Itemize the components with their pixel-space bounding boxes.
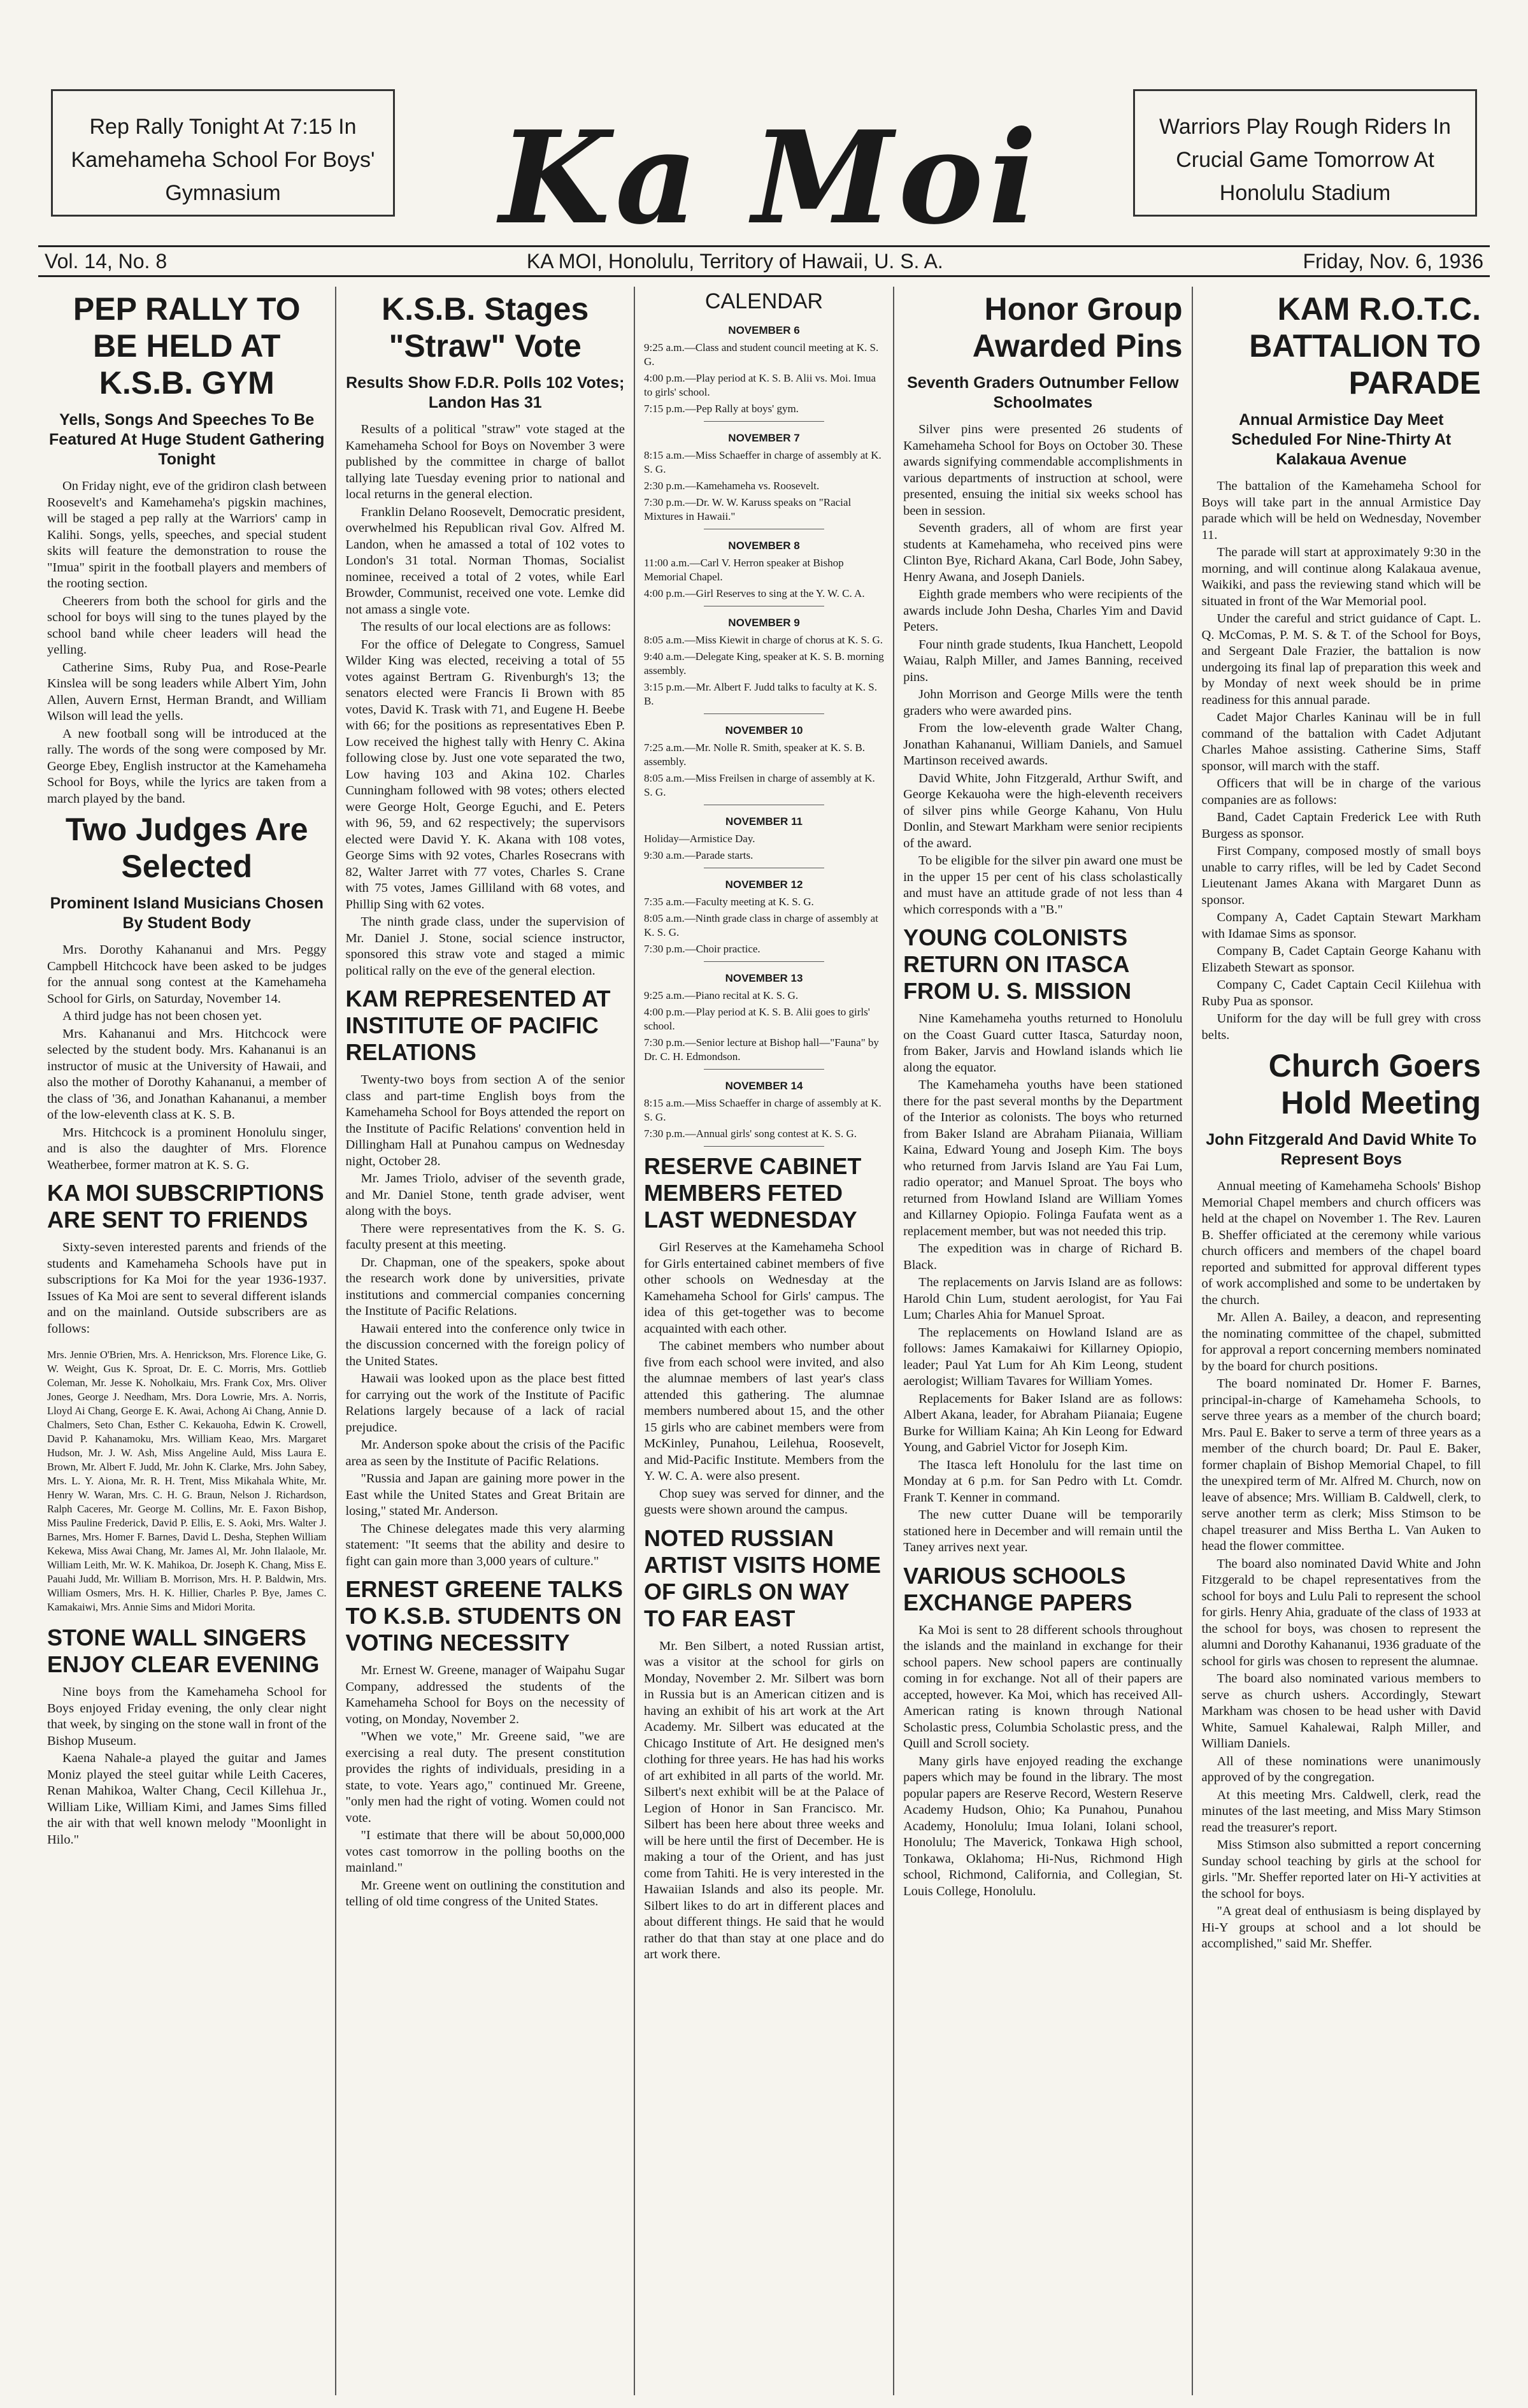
calendar-event: 9:25 a.m.—Piano recital at K. S. G. xyxy=(643,989,799,1001)
paragraph: Cheerers from both the school for girls and the school for boys will sing to the tunes played by the school band while cheer leaders will head the yelling. xyxy=(47,594,327,657)
paragraph: The expedition was in charge of Richard B. Black. xyxy=(903,1242,1183,1272)
calendar-event: 2:30 p.m.—Kamehameha vs. Roosevelt. xyxy=(643,480,820,492)
headline-russian-artist: NOTED RUSSIAN ARTIST VISITS HOME OF GIRLS ON WAY TO FAR EAST xyxy=(643,1524,881,1631)
paragraph: The cabinet members who number about five from each school were invited, and also the alumnae members of last year's class attended this gathering. The alumnae members numbered about 15, and the other 15 girls who are cabinet members were from McKinley, Punahou, Leilehua, Roosevelt, and Mid-Pacific Institute. Members from the Y. W. C. A. were also present. xyxy=(643,1339,885,1483)
calendar-event: 4:00 p.m.—Play period at K. S. B. Alii vs. Moi. Imua to girls' school. xyxy=(643,372,876,398)
paragraph: Twenty-two boys from section A of the senior class and part-time English boys from the Kamehameha School for Boys attended the report on the Institute of Pacific Relations' convention held in Dillingham Hall at Punahou campus on Wednesday night, October 28. xyxy=(345,1073,625,1168)
paragraph: The Chinese delegates made this very alarming statement: "It seems that the ability and desire to fight can gain more than 3,000 years of culture." xyxy=(345,1521,625,1568)
headline-honor-group: Honor Group Awarded Pins xyxy=(972,291,1183,364)
paragraph: Hawaii was looked upon as the place best fitted for carrying out the work of the Institute of Pacific Relations largely because of a lack of racial prejudice. xyxy=(345,1372,625,1435)
paragraph: "When we vote," Mr. Greene said, "we are exercising a real duty. The present constitution provides the rights of individuals, presiding in a state, to vote. Years ago," continued Mr. Greene, "only men had the right of voting. Women could not vote. xyxy=(345,1730,625,1825)
paragraph: Mr. Ben Silbert, a noted Russian artist, was a visitor at the school for girls on Monday, November 2. Mr. Silbert was born in Russia but is an American citizen and is having an exhibit of his art work at the Art Academy. Mr. Silbert was educated at the Chicago Institute of Art. He designed men's clothing for three years. He has had his works of art exhibited in all parts of the world. Mr. Silbert's next exhibit will be at the Palace of Legion of Honor in San Francisco. Mr. Silbert has been here about three weeks and will be here until the first of December. He is making a tour of the Orient, and has just come from Tahiti. He is very interested in the Hawaiian Islands and also its people. Mr. Silbert likes to do art in different places and about different things. He said that he would rather do that than stay at one place and do art work there. xyxy=(643,1638,885,1961)
paragraph: Girl Reserves at the Kamehameha School for Girls entertained cabinet members of five other schools on Wednesday at the Kamehameha School for Girls' campus. The idea of this get-together was to become acquainted with each other. xyxy=(643,1240,885,1336)
right-ear-box: Warriors Play Rough Riders In Crucial Game Tomorrow At Honolulu Stadium xyxy=(1133,89,1477,217)
calendar-event: 9:30 a.m.—Parade starts. xyxy=(643,849,753,861)
calendar-divider xyxy=(704,1146,824,1147)
calendar-divider xyxy=(704,421,824,422)
headline-ernest-greene: ERNEST GREENE TALKS TO K.S.B. STUDENTS ON VOTING NECESSITY xyxy=(345,1576,623,1656)
calendar-day-heading: NOVEMBER 11 xyxy=(725,815,803,828)
paragraph: Company A, Cadet Captain Stewart Markham with Idamae Sims as sponsor. xyxy=(1201,910,1482,941)
subhead-pep-rally: Yells, Songs And Speeches To Be Featured At Huge Student Gathering Tonight xyxy=(49,411,325,468)
calendar-event: 7:25 a.m.—Mr. Nolle R. Smith, speaker at K. S. B. assembly. xyxy=(643,742,866,768)
paragraph: "I estimate that there will be about 50,000,000 votes cast tomorrow in the polling booths on the mainland." xyxy=(345,1828,625,1875)
paragraph: Annual meeting of Kamehameha Schools' Bishop Memorial Chapel members and church officers was held at the chapel on November 1. The Rev. Lauren B. Sheffer officiated at the ceremony while various church officers and members of the chapel board reported and submitted for approval different types of work accomplished and some to be undertaken by the church. xyxy=(1201,1179,1482,1307)
calendar xyxy=(644,324,884,1147)
subscriber-list: Mrs. Jennie O'Brien, Mrs. A. Henrickson, Mrs. Florence Like, G. W. Weight, Gus K. Sproat, Dr. E. C. Morris, Mrs. Gottlieb Coleman, Mr. Jesse K. Noholkaiu, Mrs. Frank Cox, Mrs. Oliver Jones, George J. Needham, Mrs. Dora Lowrie, Mrs. A. Norris, Lloyd Ai Chang, George E. K. Awai, Achong Ai Chang, Annie D. Chalmers, Seto Chan, Esther C. Kekauoha, Edwin K. Crowell, David P. Kahanamoku, Mrs. William Keao, Mrs. Margaret Hudson, Mr. J. W. Ash, Miss Angeline Auld, Miss Laura E. Brown, Mr. Albert F. Judd, Mr. John K. Clarke, Mrs. John Sabey, Mrs. L. Y. Aiona, Mr. R. H. Trent, Miss Mikahala White, Mr. Henry W. Waran, Mrs. C. H. G. Braun, Nelson J. Richardson, Ralph Caceres, Mr. George M. Collins, Mr. E. Faxon Bishop, Miss Pauline Frederick, David P. Ellis, E. S. Aoki, Mrs. Walter J. Barnes, Mrs. Homer F. Barnes, David L. Desha, Stephen William Kekewa, Miss Awai Chang, Mr. James Al, Mr. John Ilalaole, Mr. William Leith, Mr. W. K. Mahikoa, Dr. Joseph K. Chang, Miss E. Pauahi Judd, Mr. William B. Morrison, Mrs. H. P. Baldwin, Mrs. William Osmers, Mrs. H. K. Hillier, Charles P. Bye, James C. Kamakaiwi, Mrs. Annie Sims and Midori Morita. xyxy=(47,1348,327,1613)
paragraph: The replacements on Howland Island are as follows: James Kamakaiwi for Killarney Opiopio, leader; Paul Yat Lum for Ah Kim Leong, student aerologist; William Tavares for William Yomes. xyxy=(903,1325,1183,1388)
calendar-day-heading: NOVEMBER 10 xyxy=(725,724,803,736)
paragraph: Officers that will be in charge of the various companies are as follows: xyxy=(1201,777,1482,807)
paragraph: Eighth grade members who were recipients of the awards include John Desha, Charles Yim and David Peters. xyxy=(903,587,1183,634)
paragraph: The new cutter Duane will be temporarily stationed here in December and will remain until the Taney arrives next year. xyxy=(903,1508,1183,1554)
paragraph: The board also nominated various members to serve as church ushers. Accordingly, Stewart Markham was chosen to be head usher with David White, Samuel Kahalewai, Ralph Miller, and William Daniels. xyxy=(1201,1672,1482,1751)
paragraph: Mr. James Triolo, adviser of the seventh grade, and Mr. Daniel Stone, tenth grade adviser, went along with the boys. xyxy=(345,1172,625,1218)
paragraph: Results of a political "straw" vote staged at the Kamehameha School for Boys on November 3 were published by the committee in charge of ballot tallying late Tuesday evening prior to national and local returns in the general election. xyxy=(345,422,625,501)
publication-place: KA MOI, Honolulu, Territory of Hawaii, U. S. A. xyxy=(526,249,943,273)
calendar-day-heading: NOVEMBER 7 xyxy=(728,432,800,444)
column-4 xyxy=(894,287,1192,2395)
calendar-event: Holiday—Armistice Day. xyxy=(643,833,755,845)
calendar-event: 7:30 p.m.—Dr. W. W. Karuss speaks on "Racial Mixtures in Hawaii." xyxy=(643,496,852,522)
paragraph: The battalion of the Kamehameha School for Boys will take part in the annual Armistice Day parade which will be held on Wednesday, November 11. xyxy=(1201,479,1482,542)
masthead xyxy=(38,38,1490,253)
calendar-divider xyxy=(704,961,824,962)
paragraph: Silver pins were presented 26 students of Kamehameha School for Boys on October 30. These awards signifying commendable accomplishments in various departments of instruction at school, were presented, ensuing the initial six weeks school has been in session. xyxy=(903,422,1183,518)
calendar-event: 11:00 a.m.—Carl V. Herron speaker at Bishop Memorial Chapel. xyxy=(643,557,844,583)
calendar-event: 8:15 a.m.—Miss Schaeffer in charge of assembly at K. S. G. xyxy=(643,449,882,475)
calendar-event: 7:15 p.m.—Pep Rally at boys' gym. xyxy=(643,403,799,415)
paragraph: "Russia and Japan are gaining more power in the East while the United States and Great Britain are losing," stated Mr. Anderson. xyxy=(345,1472,625,1518)
dateline xyxy=(38,245,1490,277)
paragraph: Chop suey was served for dinner, and the guests were shown around the campus. xyxy=(643,1486,885,1517)
left-ear-box: Rep Rally Tonight At 7:15 In Kamehameha School For Boys' Gymnasium xyxy=(51,89,395,217)
column-5 xyxy=(1193,287,1490,2395)
calendar-day-heading: NOVEMBER 6 xyxy=(728,324,800,336)
calendar-divider xyxy=(704,713,824,714)
calendar-event: 7:30 p.m.—Annual girls' song contest at K. S. G. xyxy=(643,1128,857,1140)
paragraph: Mrs. Hitchcock is a prominent Honolulu singer, and is also the daughter of Mrs. Florence Weatherbee, former matron at K. S. G. xyxy=(47,1125,327,1172)
paragraph: Nine Kamehameha youths returned to Honolulu on the Coast Guard cutter Itasca, Saturday noon, from Baker, Jarvis and Howland islands which lie along the equator. xyxy=(903,1012,1183,1075)
calendar-event: 8:05 a.m.—Miss Freilsen in charge of assembly at K. S. G. xyxy=(643,772,875,798)
subhead-honor-group: Seventh Graders Outnumber Fellow Schoolmates xyxy=(907,374,1179,412)
paragraph: Dr. Chapman, one of the speakers, spoke about the research work done by universities, private institutions and commercial companies concerning the Institute of Pacific Relations. xyxy=(345,1255,625,1318)
paragraph: Replacements for Baker Island are as follows: Albert Akana, leader, for Abraham Piianaia; Eugene Burke for William Kaina; Ah Kin Leong for Edward Young, and Gabriel Victor for Joseph Kim. xyxy=(903,1391,1183,1454)
paragraph: The Itasca left Honolulu for the last time on Monday at 6 p.m. for San Pedro with Lt. Comdr. Frank T. Kenner in command. xyxy=(903,1458,1183,1505)
paragraph: Band, Cadet Captain Frederick Lee with Ruth Burgess as sponsor. xyxy=(1201,810,1482,841)
calendar-title: CALENDAR xyxy=(704,289,824,313)
paragraph: On Friday night, eve of the gridiron clash between Roosevelt's and Kamehameha's pigskin machines, will be staged a pep rally at the Warriors' camp in Kalihi. Songs, yells, speeches, and special student skits will feature the demonstration to rouse the "Imua" spirit in the football players and members of the rooting section. xyxy=(47,479,327,591)
paragraph: "A great deal of enthusiasm is being displayed by Hi-Y groups at school and a lot should be accomplished," said Mr. Sheffer. xyxy=(1201,1904,1482,1951)
paragraph: Ka Moi is sent to 28 different schools throughout the islands and the mainland in exchange for their school papers. New school papers are continually coming in for exchange. Not all of their papers are accepted, however. Ka Moi, which has received All-American rating is known through National Scholastic press, Columbia Scholastic press, and the Quill and Scroll society. xyxy=(903,1623,1183,1751)
issue-date: Friday, Nov. 6, 1936 xyxy=(1303,249,1483,273)
paragraph: Mr. Greene went on outlining the constitution and telling of old time congress of the United States. xyxy=(345,1878,625,1909)
paragraph: Company B, Cadet Captain George Kahanu with Elizabeth Stewart as sponsor. xyxy=(1201,944,1482,975)
subhead-straw-vote: Results Show F.D.R. Polls 102 Votes; Landon Has 31 xyxy=(346,374,625,412)
paragraph: Catherine Sims, Ruby Pua, and Rose-Pearle Kinslea will be song leaders while Albert Yim, John Allen, Auvern Ernst, Herman Brandt, and William Wilson will lead the yells. xyxy=(47,660,327,723)
calendar-event: 7:35 a.m.—Faculty meeting at K. S. G. xyxy=(643,896,814,908)
paragraph: Uniform for the day will be full grey with cross belts. xyxy=(1201,1012,1482,1042)
paragraph: For the office of Delegate to Congress, Samuel Wilder King was elected, receiving a total of 55 votes against Bertram G. Rivenburgh's 13; the senators elected were Francis Ii Brown with 85 votes, David K. Trask with 71, and Eugene H. Beebe with 66; for the positions as representatives Eben P. Low received the highest tally with Henry C. Akina following close by. Just one vote separated the two, Low having 103 and Akina 102. Charles Cunningham followed with 98 votes; others elected were George Holt, George Eguchi, and E. Peters with 96, 59, and 62 respectively; the supervisors elected were David Y. K. Akana with 108 votes, George Sims with 92 votes, Charles Rosecrans with 82, Walter Jarret with 77 votes, Charles S. Crane with 75 votes, James Gilliland with 68 votes, and Phillip Sing with 62 votes. xyxy=(345,637,625,912)
paragraph: A third judge has not been chosen yet. xyxy=(62,1009,262,1023)
column-2 xyxy=(336,287,634,2395)
paragraph: The results of our local elections are as follows: xyxy=(361,620,611,634)
calendar-divider xyxy=(704,1069,824,1070)
headline-rotc: KAM R.O.T.C. BATTALION TO PARADE xyxy=(1249,291,1482,401)
calendar-event: 7:30 p.m.—Senior lecture at Bishop hall—"Fauna" by Dr. C. H. Edmondson. xyxy=(643,1036,879,1063)
calendar-event: 7:30 p.m.—Choir practice. xyxy=(643,943,760,955)
calendar-event: 4:00 p.m.—Girl Reserves to sing at the Y. W. C. A. xyxy=(643,587,865,599)
paragraph: Franklin Delano Roosevelt, Democratic president, overwhelmed his Republican rival Gov. Alfred M. Landon, when he amassed a total of 102 votes to London's 31 total. Norman Thomas, Socialist nominee, received a total of 2 votes, while Earl Browder, Communist, received one vote. Lemke did not amass a single vote. xyxy=(345,505,625,617)
calendar-day-heading: NOVEMBER 13 xyxy=(725,972,803,984)
paragraph: Miss Stimson also submitted a report concerning Sunday school teaching by girls at the school for girls. "Mr. Sheffer reported later on Hi-Y activities at the school for boys. xyxy=(1201,1838,1482,1901)
paragraph: At this meeting Mrs. Caldwell, clerk, read the minutes of the last meeting, and Miss Mary Stimson read the treasurer's report. xyxy=(1201,1788,1482,1835)
columns xyxy=(38,287,1490,2395)
paragraph: David White, John Fitzgerald, Arthur Swift, and George Kekauoha were the high-eleventh receivers of silver pins while George Kahanu, Von Hulu Donlin, and Stewart Markham were senior recipients of the award. xyxy=(903,771,1183,850)
calendar-event: 3:15 p.m.—Mr. Albert F. Judd talks to faculty at K. S. B. xyxy=(643,681,877,707)
paragraph: Mrs. Dorothy Kahananui and Mrs. Peggy Campbell Hitchcock have been asked to be judges for the annual song contest at the Kamehameha School for Girls, on Saturday, November 14. xyxy=(47,943,327,1006)
issue-number: Vol. 14, No. 8 xyxy=(45,249,168,273)
paragraph: Mrs. Kahananui and Mrs. Hitchcock were selected by the student body. Mrs. Kahananui is an instructor of music at the University of Hawaii, and also the mother of Dorothy Kahananui, a member of the class of '36, and Jonathan Kahananui, a member of the low-eleventh class at K. S. B. xyxy=(47,1026,327,1122)
headline-stone-wall: STONE WALL SINGERS ENJOY CLEAR EVENING xyxy=(47,1624,320,1677)
paragraph: Kaena Nahale-a played the guitar and James Moniz played the steel guitar while Leith Caceres, Renan Mahikoa, Walter Chang, Cecil Killehua Jr., William Like, William Kimi, and James Sims filled the air with that well known melody "Moonlight in Hilo." xyxy=(47,1751,327,1847)
calendar-event: 9:40 a.m.—Delegate King, speaker at K. S. B. morning assembly. xyxy=(643,650,884,677)
paragraph: All of these nominations were unanimously approved of by the congregation. xyxy=(1201,1754,1482,1784)
column-3 xyxy=(635,287,894,2395)
calendar-event: 8:05 a.m.—Miss Kiewit in charge of chorus at K. S. G. xyxy=(643,634,883,646)
headline-straw-vote: K.S.B. Stages "Straw" Vote xyxy=(382,291,589,364)
subhead-rotc: Annual Armistice Day Meet Scheduled For Nine-Thirty At Kalakaua Avenue xyxy=(1231,411,1452,468)
paragraph: The board also nominated David White and John Fitzgerald to be chapel representatives from the school for boys and Lulu Pali to represent the school for girls. Henry Ahia, graduate of the class of 1933 at the school for boys, was chosen to represent the alumni and Dorothy Kahananui, 1936 graduate of the school for girls was chosen to represent the alumnae. xyxy=(1201,1556,1482,1668)
title-box xyxy=(395,96,1146,261)
calendar-event: 9:25 a.m.—Class and student council meeting at K. S. G. xyxy=(643,341,879,368)
paragraph: Hawaii entered into the conference only twice in the discussion concerned with the foreign policy of the United States. xyxy=(345,1321,625,1368)
paragraph: The replacements on Jarvis Island are as follows: Harold Chin Lum, student aerologist, for Yau Fai Lum; Charles Ahia for Manuel Sproat. xyxy=(903,1275,1183,1322)
paragraph: To be eligible for the silver pin award one must be in the upper 15 per cent of his class scholastically and must have an attitude grade of not less than 4 which corresponds with a "B." xyxy=(903,854,1183,917)
newspaper-title: Ka Moi xyxy=(499,103,1042,253)
paragraph: There were representatives from the K. S. G. faculty present at this meeting. xyxy=(345,1221,625,1252)
paragraph: Under the careful and strict guidance of Capt. L. Q. McComas, P. M. S. & T. of the School for Boys, and Sergeant Dale Frazier, the battalion is now undergoing its final lap of preparation this week and by Monday of next week should be in prime readiness for this annual parade. xyxy=(1201,612,1482,707)
headline-pacific-relations: KAM REPRESENTED AT INSTITUTE OF PACIFIC RELATIONS xyxy=(345,985,611,1065)
paragraph: Company C, Cadet Captain Cecil Kiilehua with Ruby Pua as sponsor. xyxy=(1201,978,1482,1008)
paragraph: From the low-eleventh grade Walter Chang, Jonathan Kahananui, William Daniels, and Samuel Martinson received awards. xyxy=(903,721,1183,768)
paragraph: Mr. Ernest W. Greene, manager of Waipahu Sugar Company, addressed the students of the Kamehameha School for Boys on the necessity of voting, on Monday, November 2. xyxy=(345,1663,625,1726)
paragraph: Cadet Major Charles Kaninau will be in full command of the battalion with Cadet Adjutant Charles Mahoe assisting. Catherine Sims, Staff sponsor, will march with the staff. xyxy=(1201,710,1482,773)
paragraph: The board nominated Dr. Homer F. Barnes, principal-in-charge of Kamehameha Schools, to serve three years as a member of the church board; Mrs. Paul E. Baker to serve a term of three years as a member of the church board; Dr. Paul E. Baker, former chaplain of Bishop Memorial Chapel, to fill the unexpired term of Mr. Alfred M. Church, now on leave of absence; Mrs. William B. Caldwell, clerk, to serve another term as clerk; Miss Stimson to be chapel treasurer and Miss Bertha L. Van Auken to head the flower committee. xyxy=(1201,1377,1482,1553)
calendar-event: 4:00 p.m.—Play period at K. S. B. Alii goes to girls' school. xyxy=(643,1006,870,1032)
paragraph: A new football song will be introduced at the rally. The words of the song were composed by Mr. George Ebey, English instructor at the Kamehameha School for Boys, while the lyrics are taken from a march played by the band. xyxy=(47,726,327,806)
paragraph: John Morrison and George Mills were the tenth graders who were awarded pins. xyxy=(903,687,1183,718)
paragraph: Seventh graders, all of whom are first year students at Kamehameha, who received pins were Clinton Bye, Richard Akana, Carl Bode, John Sabey, Henry Awana, and Joseph Daniels. xyxy=(903,521,1183,584)
calendar-day-heading: NOVEMBER 14 xyxy=(725,1080,803,1092)
calendar-event: 8:15 a.m.—Miss Schaeffer in charge of assembly at K. S. G. xyxy=(643,1097,882,1123)
headline-exchange-papers: VARIOUS SCHOOLS EXCHANGE PAPERS xyxy=(903,1562,1132,1616)
headline-two-judges: Two Judges Are Selected xyxy=(65,812,308,884)
paragraph: First Company, composed mostly of small boys unable to carry rifles, will be led by Cadet Second Lieutenant James Akana with Margaret Dunn as sponsor. xyxy=(1201,844,1482,907)
headline-church-goers: Church Goers Hold Meeting xyxy=(1268,1048,1482,1121)
calendar-day-heading: NOVEMBER 12 xyxy=(725,878,803,891)
calendar-event: 8:05 a.m.—Ninth grade class in charge of assembly at K. S. G. xyxy=(643,912,878,938)
paragraph: Mr. Anderson spoke about the crisis of the Pacific area as seen by the Institute of Pacific Relations. xyxy=(345,1438,625,1468)
paragraph: Many girls have enjoyed reading the exchange papers which may be found in the library. The most popular papers are Reserve Record, Western Reserve Academy Hudson, Ohio; Ka Punahou, Punahou Academy, Honolulu; Imua Iolani, Iolani school, Honolulu; The Maverick, Tonkawa High school, Tonkawa, Oklahoma; Hi-Nus, Richmond High school, Richmond, California, and Collegian, St. Louis College, Honolulu. xyxy=(903,1754,1183,1898)
column-1 xyxy=(38,287,336,2395)
paragraph: The ninth grade class, under the supervision of Mr. Daniel J. Stone, social science instructor, sponsored this straw vote and staged a mimic political rally on the eve of the general election. xyxy=(345,915,625,978)
paragraph: Four ninth grade students, Ikua Hanchett, Leopold Waiau, Ralph Miller, and James Banning, received pins. xyxy=(903,637,1183,684)
headline-reserve-cabinet: RESERVE CABINET MEMBERS FETED LAST WEDNESDAY xyxy=(643,1153,862,1233)
paragraph: Sixty-seven interested parents and friends of the students and Kamehameha Schools have put in subscriptions for Ka Moi for the year 1936-1937. Issues of Ka Moi are sent to several different islands and on the mainland. Outside subscribers are as follows: xyxy=(47,1240,327,1336)
headline-young-colonists: YOUNG COLONISTS RETURN ON ITASCA FROM U. S. MISSION xyxy=(903,924,1132,1004)
calendar-day-heading: NOVEMBER 9 xyxy=(728,617,800,629)
subhead-two-judges: Prominent Island Musicians Chosen By Student Body xyxy=(50,894,324,932)
paragraph: The Kamehameha youths have been stationed there for the past several months by the Department of the Interior as colonists. The boys who returned from Baker Island are Abraham Piianaia, William Kaina, Edward Young and Joseph Kim. The boys who returned from Jarvis Island are Yau Fai Lum, radio operator; and Manuel Sproat. The boys who returned from Howland Island are William Yomes and Killarney Opiopio. Folinga Faufata went as a replacement member, but was not needed this trip. xyxy=(903,1078,1183,1238)
headline-subscriptions: KA MOI SUBSCRIPTIONS ARE SENT TO FRIENDS xyxy=(47,1180,324,1233)
subhead-church-goers: John Fitzgerald And David White To Represent Boys xyxy=(1206,1131,1477,1168)
headline-pep-rally: PEP RALLY TO BE HELD AT K.S.B. GYM xyxy=(73,291,301,401)
paragraph: Nine boys from the Kamehameha School for Boys enjoyed Friday evening, the only clear night that week, by singing on the stone wall in front of the Bishop Museum. xyxy=(47,1685,327,1748)
calendar-day-heading: NOVEMBER 8 xyxy=(728,540,800,552)
paragraph: The parade will start at approximately 9:30 in the morning, and will continue along Kalakaua avenue, Waikiki, and pass the reviewing stand which will be situated in front of the War Memorial pool. xyxy=(1201,545,1482,608)
paragraph: Mr. Allen A. Bailey, a deacon, and representing the nominating committee of the chapel, submitted for approval a report concerning members nominated by the board for church positions. xyxy=(1201,1310,1482,1373)
